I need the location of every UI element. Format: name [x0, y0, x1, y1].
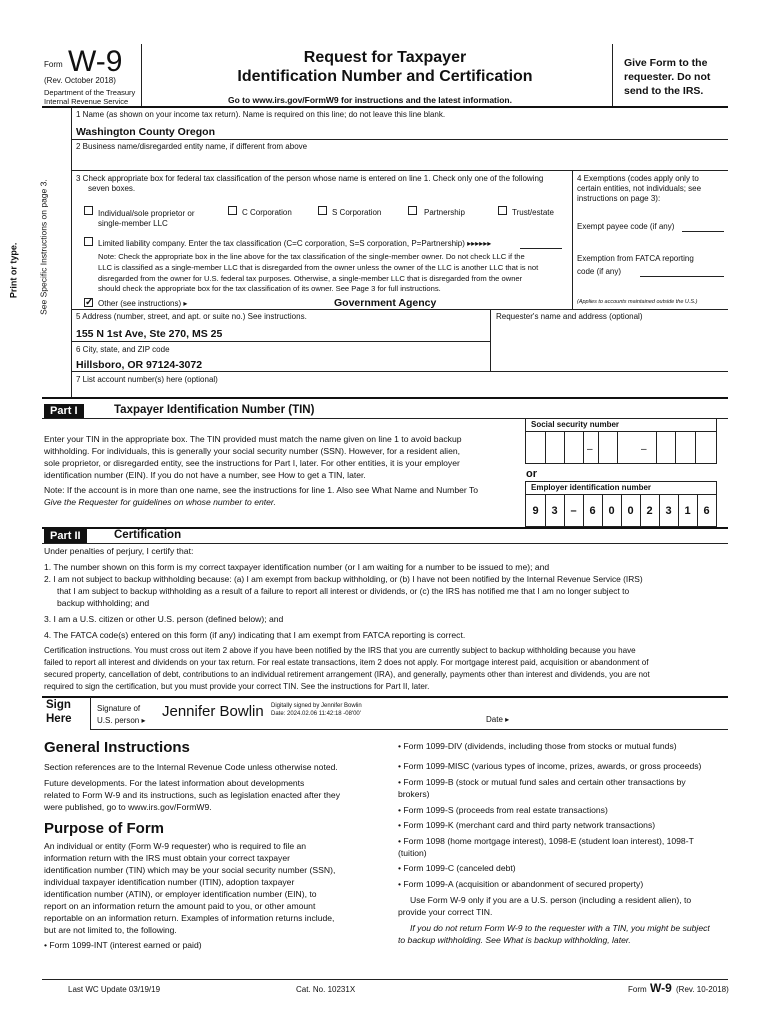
goto-instructions[interactable]: Go to www.irs.gov/FormW9 for instructions and the latest information. [228, 95, 512, 105]
line7-label: 7 List account number(s) here (optional) [76, 375, 218, 384]
exemptions-3: instructions on page 3): [577, 194, 661, 203]
footer-form-number: W-9 [650, 981, 672, 995]
cert-instructions-4: required to sign the certification, but you must provide your correct TIN. See the instructions for Part II, later. [44, 682, 430, 691]
fatca-code-field[interactable] [640, 276, 724, 277]
right-3b: brokers) [398, 789, 430, 799]
fatca-label-2: code (if any) [577, 267, 622, 276]
part2-label: Part II [44, 529, 87, 543]
give-form-2: requester. Do not [624, 71, 711, 83]
llc-note-2: LLC is classified as a single-member LLC that is disregarded from the owner unless the owner of the LLC is another LLC that is not [98, 263, 539, 272]
opt-individual-label: Individual/sole proprietor or [98, 209, 195, 218]
footer-update: Last WC Update 03/19/19 [68, 985, 161, 994]
dept-irs: Internal Revenue Service [44, 97, 129, 106]
ein-digit-5: 0 [627, 505, 634, 517]
right-10a: If you do not return Form W-9 to the requester with a TIN, you might be subject [410, 923, 710, 933]
line3-label: 3 Check appropriate box for federal tax classification of the person whose name is entered on line 1. Check only one of the following [76, 174, 544, 183]
part2-title: Certification [114, 529, 182, 541]
other-value-field[interactable]: Government Agency [334, 297, 437, 309]
opt-c-corp-label: C Corporation [242, 208, 292, 217]
opt-partnership-label: Partnership [424, 208, 465, 217]
right-1: • Form 1099-DIV (dividends, including those from stocks or mutual funds) [398, 741, 677, 751]
title-line1: Request for Taxpayer [303, 49, 467, 66]
cert-item-2c: backup withholding; and [57, 598, 150, 608]
title-line2: Identification Number and Certification [237, 68, 533, 85]
purpose-title: Purpose of Form [44, 820, 165, 837]
general-instructions-title: General Instructions [44, 739, 190, 756]
purpose-3: identification number (TIN) which may be your social security number (SSN), [44, 865, 336, 875]
cert-item-2a: 2. I am not subject to backup withholding because: (a) I am exempt from backup withholding, or (b) I have not been notified by the Internal Revenue Service (IRS) [44, 574, 643, 584]
right-10b: to backup withholding. See What is backup withholding, later. [398, 935, 631, 945]
future-dev-2: related to Form W-9 and its instructions, such as legislation enacted after they [44, 790, 340, 800]
gen-line-1: Section references are to the Internal Revenue Code unless otherwise noted. [44, 762, 338, 772]
signature-label-2: U.S. person ▸ [97, 716, 146, 725]
right-9b: provide your correct TIN. [398, 907, 493, 917]
date-label: Date ▸ [486, 715, 510, 724]
ssn-dash-1: – [587, 444, 593, 455]
llc-note-1: Note: Check the appropriate box in the line above for the tax classification of the single-member owner. Do not check LLC if the [98, 252, 525, 261]
purpose-5: identification number (ATIN), or employer identification number (EIN), to [44, 889, 317, 899]
right-7: • Form 1099-C (canceled debt) [398, 863, 516, 873]
signature-label-1: Signature of [97, 704, 141, 713]
line1-name-field[interactable]: Washington County Oregon [76, 126, 216, 138]
llc-label: Limited liability company. Enter the tax classification (C=C corporation, S=S corporation, P=Partnership) ▸▸▸▸▸▸ [98, 239, 492, 248]
ssn-dash-2: – [641, 444, 647, 455]
applies-note: (Applies to accounts maintained outside the U.S.) [577, 299, 698, 305]
signature-field[interactable]: Jennifer Bowlin [162, 703, 264, 720]
side-print-type: Print or type. [8, 242, 19, 299]
ein-digit-9: 6 [703, 505, 710, 517]
future-dev-1: Future developments. For the latest information about developments [44, 778, 305, 788]
tin-body-3: sole proprietor, or disregarded entity, see the instructions for Part I, later. For other entities, it is your employer [44, 458, 460, 468]
checkbox-partnership[interactable] [408, 206, 417, 215]
give-form-1: Give Form to the [624, 57, 708, 69]
fatca-label-1: Exemption from FATCA reporting [577, 254, 694, 263]
ein-dash: – [570, 505, 577, 517]
cert-intro: Under penalties of perjury, I certify that: [44, 546, 194, 556]
here-word: Here [46, 713, 72, 725]
line6-city-field[interactable]: Hillsboro, OR 97124-3072 [76, 359, 203, 371]
line5-label: 5 Address (number, street, and apt. or suite no.) See instructions. [76, 312, 307, 321]
cert-instructions-2: failed to report all interest and dividends on your tax return. For real estate transactions, item 2 does not apply. For mortgage interest paid, acquisition or abandonment of [44, 658, 649, 667]
form-number: W-9 [68, 45, 123, 78]
cert-item-1: 1. The number shown on this form is my correct taxpayer identification number (or I am waiting for a number to be issued to me); and [44, 562, 550, 572]
right-9a: Use Form W-9 only if you are a U.S. person (including a resident alien), to [410, 895, 692, 905]
right-8: • Form 1099-A (acquisition or abandonment of secured property) [398, 879, 644, 889]
ein-digit-2: 3 [551, 505, 558, 517]
ein-label: Employer identification number [531, 483, 652, 492]
checkbox-s-corp[interactable] [318, 206, 327, 215]
future-dev-3: were published, go to www.irs.gov/FormW9. [44, 802, 212, 812]
other-label: Other (see instructions) ▸ [98, 299, 188, 308]
tin-note-1: Note: If the account is in more than one name, see the instructions for line 1. Also see What Name and Number To [44, 485, 479, 495]
cert-item-3: 3. I am a U.S. citizen or other U.S. person (defined below); and [44, 614, 284, 624]
line1-label: 1 Name (as shown on your income tax return). Name is required on this line; do not leave this line blank. [76, 110, 446, 119]
ein-digit-1: 9 [532, 505, 539, 517]
footer-cat: Cat. No. 10231X [296, 985, 356, 994]
line3-label-2: seven boxes. [88, 184, 136, 193]
purpose-8: but are not limited to, the following. [44, 925, 177, 935]
digital-signature-2: Date: 2024.02.06 11:42:18 -08'00' [271, 711, 361, 717]
right-6a: • Form 1098 (home mortgage interest), 1098-E (student loan interest), 1098-T [398, 836, 694, 846]
ssn-label: Social security number [531, 420, 620, 429]
right-3a: • Form 1099-B (stock or mutual fund sales and certain other transactions by [398, 777, 686, 787]
llc-classification-field[interactable] [520, 248, 562, 249]
opt-trust-label: Trust/estate [512, 208, 554, 217]
right-4: • Form 1099-S (proceeds from real estate transactions) [398, 805, 608, 815]
cert-item-2b: that I am subject to backup withholding as a result of a failure to report all interest or dividends, or (c) the IRS has notified me that I am no longer subject to [57, 586, 630, 596]
llc-note-3: disregarded from the owner for U.S. federal tax purposes. Otherwise, a single-member LLC that is disregarded from the owner [98, 274, 523, 283]
ein-digit-4: 0 [608, 505, 615, 517]
ein-digit-6: 2 [646, 505, 653, 517]
line5-address-field[interactable]: 155 N 1st Ave, Ste 270, MS 25 [76, 328, 223, 340]
right-2: • Form 1099-MISC (various types of income, prizes, awards, or gross proceeds) [398, 761, 702, 771]
opt-individual-label-2: single-member LLC [98, 219, 168, 228]
sign-word: Sign [46, 699, 71, 711]
exemptions-2: certain entities, not individuals; see [577, 184, 702, 193]
side-see-instructions: See Specific Instructions on page 3. [38, 179, 49, 315]
tin-body-2: withholding. For individuals, this is generally your social security number (SSN). However, for a resident alien, [44, 446, 461, 456]
cert-item-4: 4. The FATCA code(s) entered on this form (if any) indicating that I am exempt from FATCA reporting is correct. [44, 630, 466, 640]
ssn-field[interactable] [525, 431, 717, 464]
opt-s-corp-label: S Corporation [332, 208, 382, 217]
checkbox-individual[interactable] [84, 206, 93, 215]
tin-body-4: identification number (EIN). If you do not have a number, see How to get a TIN, later. [44, 470, 366, 480]
form-revision: (Rev. October 2018) [44, 76, 116, 85]
line2-label: 2 Business name/disregarded entity name, if different from above [76, 142, 308, 151]
purpose-1: An individual or entity (Form W-9 requester) who is required to file an [44, 841, 307, 851]
purpose-4: individual taxpayer identification number (ITIN), adoption taxpayer [44, 877, 295, 887]
part1-title: Taxpayer Identification Number (TIN) [114, 404, 315, 416]
right-6b: (tuition) [398, 848, 427, 858]
form-word: Form [44, 60, 63, 69]
cert-instructions-1: Certification instructions. You must cross out item 2 above if you have been notified by the IRS that you are currently subject to backup withholding because you have [44, 646, 636, 655]
right-5: • Form 1099-K (merchant card and third party network transactions) [398, 820, 656, 830]
tin-body-1: Enter your TIN in the appropriate box. The TIN provided must match the name given on line 1 to avoid backup [44, 434, 462, 444]
line6-label: 6 City, state, and ZIP code [76, 345, 170, 354]
footer-rev: (Rev. 10-2018) [676, 985, 729, 994]
tin-note-2: Give the Requester for guidelines on whose number to enter. [44, 497, 276, 507]
checkbox-trust[interactable] [498, 206, 507, 215]
purpose-9: • Form 1099-INT (interest earned or paid) [44, 940, 202, 950]
tin-or: or [526, 468, 537, 480]
exemptions-1: 4 Exemptions (codes apply only to [577, 174, 699, 183]
checkbox-c-corp[interactable] [228, 206, 237, 215]
footer-form-word: Form [628, 985, 647, 994]
exempt-payee-label: Exempt payee code (if any) [577, 222, 675, 231]
ein-digit-8: 1 [684, 505, 691, 517]
part1-label: Part I [44, 404, 84, 418]
purpose-7: reportable on an information return. Examples of information returns include, [44, 913, 335, 923]
requester-label: Requester's name and address (optional) [496, 312, 643, 321]
ein-digit-7: 3 [665, 505, 672, 517]
give-form-3: send to the IRS. [624, 85, 704, 97]
purpose-2: information return with the IRS must obtain your correct taxpayer [44, 853, 290, 863]
purpose-6: report on an information return the amount paid to you, or other amount [44, 901, 316, 911]
checkbox-llc[interactable] [84, 237, 93, 246]
dept-treasury: Department of the Treasury [44, 88, 136, 97]
cert-instructions-3: secured property, cancellation of debt, contributions to an individual retirement arrangement (IRA), and generally, payments other than interest and dividends, you are not [44, 670, 650, 679]
exempt-payee-field[interactable] [682, 231, 724, 232]
digital-signature-1: Digitally signed by Jennifer Bowlin [271, 703, 362, 709]
checkbox-other[interactable]: ✓ [85, 297, 94, 308]
ein-digit-3: 6 [589, 505, 596, 517]
llc-note-4: should check the appropriate box for the tax classification of its owner. See Page 3 for full instructions. [98, 284, 441, 293]
